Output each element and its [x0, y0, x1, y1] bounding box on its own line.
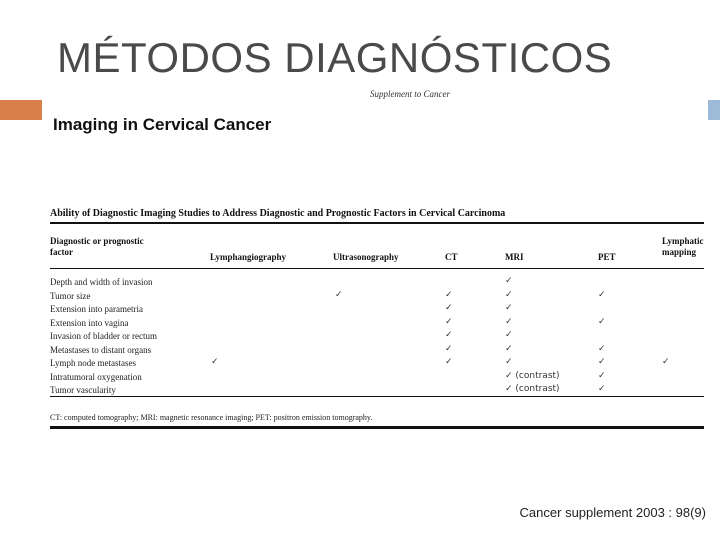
table-row-label: Intratumoral oxygenation	[50, 371, 142, 382]
header-lymphatic-mapping	[662, 236, 704, 258]
table-cell-pet: ✓	[598, 357, 606, 367]
scanned-table-image	[48, 86, 708, 436]
table-cell-mri: ✓	[505, 343, 513, 354]
header-lymphatic-line-1: Lymphatic	[662, 236, 704, 246]
slide-title: MÉTODOS DIAGNÓSTICOS	[57, 34, 613, 81]
table-caption: Ability of Diagnostic Imaging Studies to Address Diagnostic and Prognostic Factors in Cervical Carcinoma	[50, 208, 506, 219]
table-cell-ct: ✓	[445, 303, 453, 313]
table-cell-ct: ✓	[445, 330, 453, 340]
table-cell-ct: ✓	[445, 343, 453, 354]
table-bottom-rule	[50, 396, 704, 397]
table-cell-pet: ✓	[598, 370, 606, 381]
table-cell-mri: ✓ (contrast)	[505, 370, 560, 381]
table-row-label: Lymph node metastases	[50, 358, 136, 368]
table-cell-lymph: ✓	[211, 357, 219, 367]
header-lymphatic-line-2: mapping	[662, 247, 697, 257]
header-pet: PET	[598, 252, 616, 262]
header-factor-line-1: Diagnostic or prognostic	[50, 236, 144, 246]
table-cell-ct: ✓	[445, 316, 453, 327]
table-cell-mri: ✓	[505, 357, 513, 367]
table-row-label: Metastases to distant organs	[50, 344, 152, 355]
table-cell-pet: ✓	[598, 316, 606, 327]
table-row-label: Tumor size	[50, 290, 91, 301]
table-cell-pet: ✓	[598, 384, 606, 394]
table-cell-mri: ✓	[505, 316, 513, 327]
header-factor	[50, 236, 144, 258]
table-top-rule	[50, 222, 704, 224]
header-factor-line-2: factor	[50, 247, 73, 257]
header-lymphangiography: Lymphangiography	[210, 252, 287, 262]
table-footnote: CT: computed tomography; MRI: magnetic resonance imaging; PET: positron emission tomography.	[50, 413, 373, 422]
table-cell-pet: ✓	[598, 343, 606, 354]
table-row-label: Extension into vagina	[50, 317, 129, 328]
table-cell-mri: ✓	[505, 289, 513, 300]
header-ultrasonography: Ultrasonography	[333, 252, 399, 262]
table-row-label: Invasion of bladder or rectum	[50, 331, 157, 341]
table-row-label: Tumor vascularity	[50, 385, 116, 395]
header-mri: MRI	[505, 252, 524, 262]
table-cell-mri: ✓	[505, 276, 513, 286]
footnote-bottom-rule	[50, 426, 704, 429]
table-cell-us: ✓	[335, 289, 343, 300]
table-cell-mri: ✓ (contrast)	[505, 384, 560, 394]
header-ct: CT	[445, 252, 458, 262]
table-cell-pet: ✓	[598, 289, 606, 300]
table-cell-map: ✓	[662, 357, 670, 367]
article-title: Imaging in Cervical Cancer	[53, 115, 272, 134]
table-cell-mri: ✓	[505, 330, 513, 340]
table-cell-ct: ✓	[445, 357, 453, 367]
header-bottom-rule	[50, 268, 704, 269]
table-cell-mri: ✓	[505, 303, 513, 313]
table-row-label: Depth and width of invasion	[50, 277, 153, 287]
orange-accent-bar	[0, 100, 42, 120]
citation: Cancer supplement 2003 : 98(9)	[519, 505, 706, 520]
table-row-label: Extension into parametria	[50, 304, 143, 314]
table-cell-ct: ✓	[445, 289, 453, 300]
supplement-label: Supplement to Cancer	[370, 89, 450, 99]
